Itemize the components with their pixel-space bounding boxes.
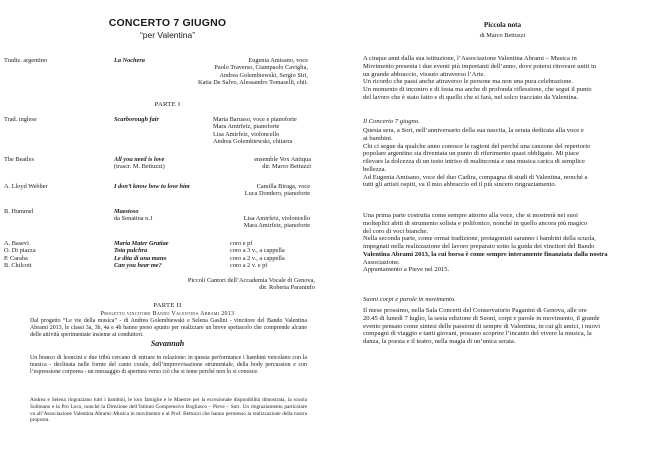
performers-beatles: ensemble Vox Antiqua dir. Marco Bettuzzi [254, 156, 311, 171]
choir-pieces: Maria Mater Gratiae Tota pulchra Le dita di una mano Can you hear me? [114, 240, 169, 270]
note-page [335, 0, 670, 474]
choir-composers: A. Basevi O. Di piazza P. Caraba B. Chilcott [4, 240, 36, 270]
choir-voicing: coro e pf coro a 3 v., a cappella coro a 2 v., a cappella coro a 2 v. e pf [230, 240, 285, 270]
savannah-text: Un branco di leoncini e due tribù cercano di entrare in relazione: in questa performance i bambini veicolano con la musica - declinata nelle forme del canto corale, dell’improvvisazione strumentale, della body percussion e con l’espressione corporea - un messaggio di apertura verso ciò che si teme perché non lo si conosce. [30, 355, 307, 376]
part1-heading: PARTE I [154, 101, 181, 108]
choir-credit: Piccoli Cantori dell’Accademia Vocale di Genova, dir. Roberta Paraninfo [187, 277, 315, 292]
concert-section-title: Il Concerto 7 giugno. [363, 118, 420, 125]
project-text: Dal progetto “Le vie della musica” - di Andrea Golembiewski e Selena Gaslini - vincitore del Bando Valentina Abrami 2013, le classi 3a, 3b, 4a e 4b hanno preso spunto per realizzare un breve spettacolo che comprende alcune delle attività sperimentate insieme ai conduttori. [30, 318, 307, 338]
piece-beatles: All you need is love (trascr. M. Bettuzzi) [114, 156, 165, 171]
event-section-text: Il mese prossimo, nella Sala Concerti del Conservatorio Paganini di Genova, alle ore 20.45 di lunedì 7 luglio, la sesta edizione di Suoni, corpi e parole in movimento, il grande evento pensato come sintesi delle passioni di sempre di Valentina, in cui gli amici, i nuovi compagni di viaggio e tanti giovani, possano scoprire l’incanto del vivere la musica, la danza, la poesia e il teatro, nella magia di un’unica serata. [363, 307, 601, 345]
concert-subtitle: “per Valentina” [139, 30, 196, 40]
program-paragraph: Una prima parte costruita come sempre attorno alla voce, che si mostrerà nei suoi molteplici abiti di strumento solista e polifonico, nonché in quello ancora più magico del coro di voci bianche. Nella seconda parte, come ormai tradizione, protagonisti saranno i bambini della scuola, impegnati nella realizzazione del lavoro preparato sotto la guida dei vincitori del Bando Valentina Abrami 2013, la cui borsa è come sempre interamente finanziata dalla nostra Associazione. Appuntamento a Pieve nel 2015. [363, 212, 608, 274]
piece-nochera: La Nochera [114, 57, 145, 64]
piece-hummel: Maestoso da Sonatina n.1 [114, 208, 153, 223]
composer-webber: A. Lloyd Webber [4, 183, 48, 190]
performers-webber: Camilla Biraga, voce Luca Dondero, pianoforte [244, 183, 310, 198]
composer-scarborough: Trad. inglese [4, 116, 37, 123]
performers-nochera: Eugenia Amisano, voce Paolo Traverso, Giampaolo Caviglia, Andrea Golembiewski, Sergio Siri, Katia De Salvo, Alessandro Tomaselli, chit. [198, 57, 308, 87]
thanks-text: Andrea e Selena ringraziano tutti i bambini, le loro famiglie e le Maestre per la eccezionale disponibilità dimostrata, la scuola Solimano e la Pro Loco, nonché la Direzione dell’Istituto Comprensivo Bogliasco – Pieve – Sori. Un ringraziamento particolare va all’Associazione Valentina Abrami–Musica in movimento e al Prof. Bettuzzi che hanno permesso la realizzazione della nostra proposta. [30, 397, 307, 424]
performers-hummel: Lisa Amirfeiz, violoncello Mara Amirfeiz, pianoforte [243, 215, 310, 230]
composer-hummel: B. Hummel [4, 208, 34, 215]
project-heading: Progetto vincitore Bando Valentina Abrami 2013 [100, 311, 235, 317]
piece-webber: I don’t know how to love him [114, 183, 190, 190]
note-title: Piccola nota [483, 21, 522, 29]
event-section-title: Suoni corpi e parole in movimento. [363, 296, 456, 303]
savannah-title: Savannah [150, 339, 185, 348]
performers-scarborough: Marta Barusso, voce e pianoforte Mara Amirfeiz, pianoforte Lisa Amirfeiz, violoncello Andrea Golembiewski, chitarra [213, 116, 297, 146]
note-author: di Marco Bettuzzi [479, 32, 526, 39]
piece-scarborough: Scarborough fair [114, 116, 159, 123]
concert-title: CONCERTO 7 GIUGNO [108, 17, 227, 29]
intro-paragraph: A cinque anni dalla sua istituzione, l’Associazione Valentina Abrami – Musica in Movimento presenta i due eventi più importanti dell’anno, dove potersi ritrovare uniti in un grande abbraccio, vissuto attraverso l’Arte. Un ricordo che passi anche attraverso le persone ma non una pura celebrazione. Un momento di incontro e di festa ma anche di profonda riflessione, che segui il punto del lavoro che è stato fatto e di quello che si farà, nel solco tracciato da Valentina. [363, 55, 597, 101]
composer-nochera: Tradiz. argentino [4, 57, 48, 64]
part2-heading: PARTE II [153, 302, 182, 309]
concert-section-text: Questa sera, a Sori, nell’anniversario della sua nascita, la serata dedicata alla voce e ai bambini. Chi ci segue da qualche anno conosce le ragioni del perché una canzone del repertorio popolare argentino sia diventata un punto di riferimento quasi obbligato. Mi piace rilevare la dolcezza di un testo intriso di malinconia e una musica carica di semplice bellezza. Ad Eugenia Amisano, voce del duo Cadira, compagna di studi di Valentina, nonché a tutti gli artisti ospiti, va il mio abbraccio ed il più sincero ringraziamento. [363, 127, 591, 189]
composer-beatles: The Beatles [4, 156, 34, 163]
